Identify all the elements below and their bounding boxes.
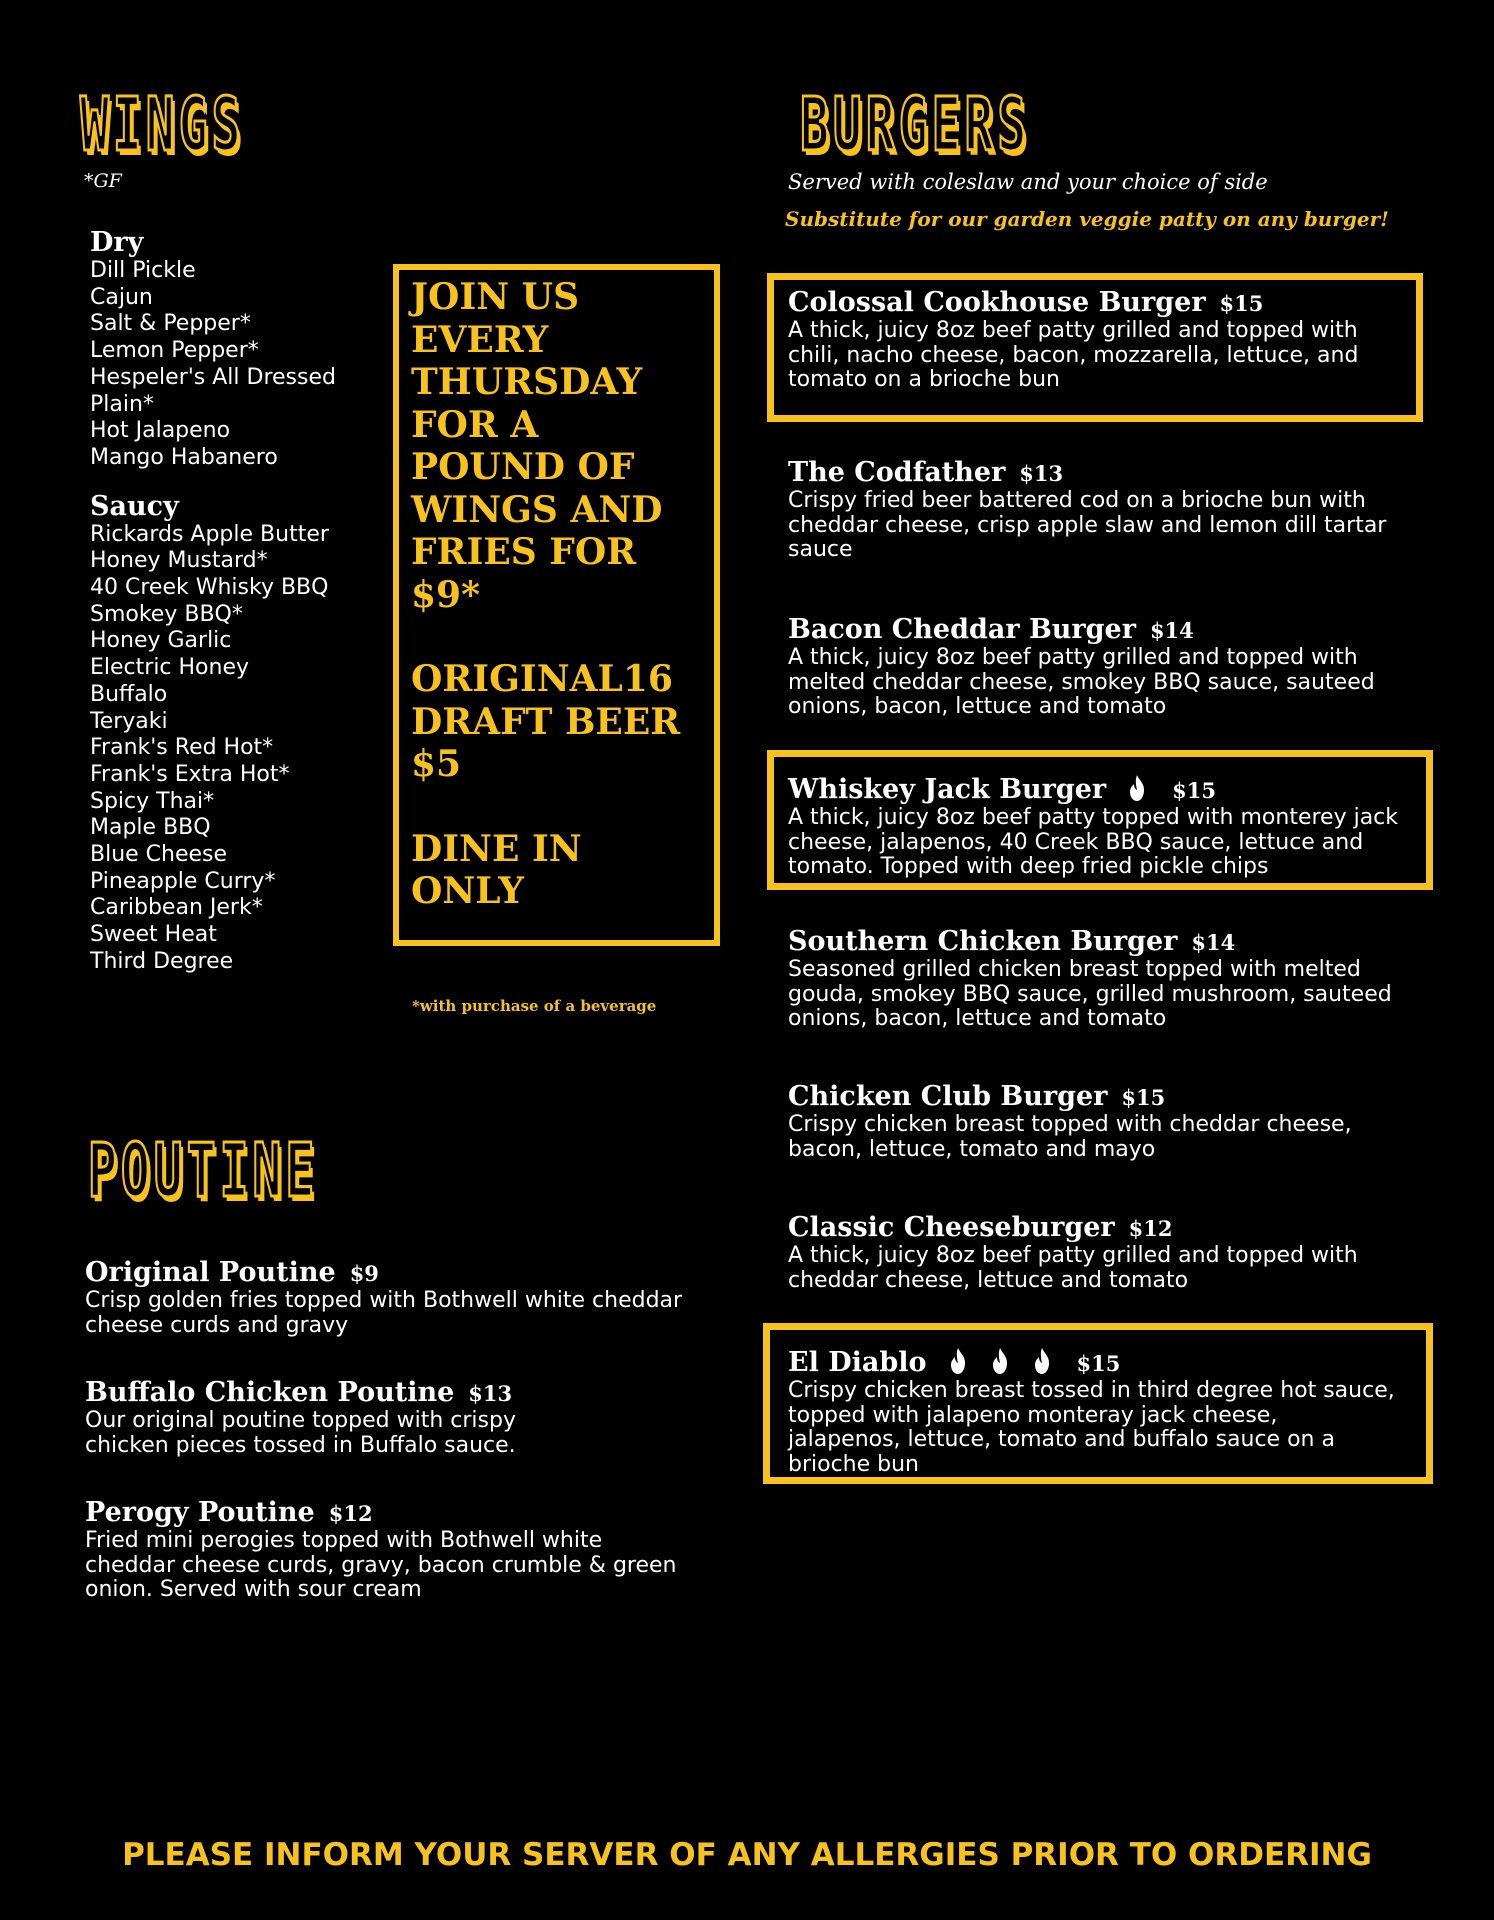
burger-description-line: tomato on a brioche bun xyxy=(788,367,1060,392)
burger-description-line: cheese, jalapenos, 40 Creek BBQ sauce, lettuce and xyxy=(788,829,1364,855)
promo-line: JOIN US xyxy=(411,276,580,318)
burger-price: $12 xyxy=(1128,1216,1173,1241)
burger-price: $15 xyxy=(1219,291,1264,316)
flame-icon xyxy=(947,1347,969,1375)
burger-description-line: onions, bacon, lettuce and tomato xyxy=(788,1006,1167,1031)
burger-item xyxy=(788,1082,1438,1162)
burger-item xyxy=(788,288,1438,393)
promo-line: POUND OF xyxy=(411,446,635,488)
wing-flavour: Rickards Apple Butter xyxy=(90,521,329,547)
burger-description-line: Seasoned grilled chicken breast topped with melted xyxy=(788,957,1361,982)
burger-item-heading xyxy=(788,927,1438,958)
burger-item xyxy=(788,1347,1438,1477)
poutine-list xyxy=(85,1258,725,1603)
wing-category-heading: Saucy xyxy=(90,490,179,522)
burger-description-line: A thick, juicy 8oz beef patty topped with monterey jack xyxy=(788,805,1399,830)
burger-name: The Codfather xyxy=(788,457,1006,488)
burgers-title: BURGERS xyxy=(800,82,1031,169)
poutine-item-heading xyxy=(85,1378,725,1409)
wing-flavour: Spicy Thai* xyxy=(90,788,215,814)
promo-line: DINE IN xyxy=(411,827,582,870)
burger-price: $13 xyxy=(1019,461,1064,486)
burger-item-heading xyxy=(788,615,1438,646)
burger-description-line: jalapenos, lettuce, tomato and buffalo sauce on a xyxy=(788,1427,1335,1452)
promo-line: $9* xyxy=(411,573,480,616)
wing-flavour: Honey Mustard* xyxy=(90,548,268,574)
promo-spacer xyxy=(411,786,704,828)
promo-line: WINGS AND xyxy=(411,488,663,531)
wing-flavour: Frank's Red Hot* xyxy=(90,735,274,761)
burger-description-line: cheddar cheese, lettuce and tomato xyxy=(788,1267,1189,1293)
burger-description-line: A thick, juicy 8oz beef patty grilled and topped with xyxy=(788,1243,1358,1268)
burger-name: Bacon Cheddar Burger xyxy=(788,614,1136,645)
poutine-description-line: chicken pieces tossed in Buffalo sauce. xyxy=(85,1432,516,1458)
burger-item-heading xyxy=(788,288,1438,319)
burger-item-heading xyxy=(788,1347,1438,1379)
burger-description-line: A thick, juicy 8oz beef patty grilled and topped with xyxy=(788,318,1358,343)
wing-flavour: Third Degree xyxy=(90,948,234,974)
burger-item xyxy=(788,1213,1438,1293)
burger-price: $15 xyxy=(1076,1351,1121,1376)
wing-flavour: Blue Cheese xyxy=(90,842,228,868)
wing-flavour: Dill Pickle xyxy=(90,258,196,283)
burger-item-heading xyxy=(788,458,1438,489)
burger-description-line: Crispy chicken breast tossed in third degree hot sauce, xyxy=(788,1378,1395,1403)
burger-name: El Diablo xyxy=(788,1347,927,1378)
flame-icon xyxy=(1126,774,1148,802)
poutine-description-line: Crisp golden fries topped with Bothwell white cheddar xyxy=(85,1288,683,1313)
poutine-item-heading xyxy=(85,1258,725,1289)
gluten-free-note: *GF xyxy=(84,170,122,192)
poutine-name: Buffalo Chicken Poutine xyxy=(85,1377,455,1408)
promo-line: DRAFT BEER xyxy=(411,700,681,743)
burger-price: $15 xyxy=(1172,778,1217,803)
burger-item-heading xyxy=(788,774,1438,806)
burger-price: $14 xyxy=(1191,930,1236,955)
burger-name: Chicken Club Burger xyxy=(788,1081,1108,1112)
wing-flavour: Sweet Heat xyxy=(90,922,217,948)
burger-description-line: topped with jalapeno monteray jack cheese, xyxy=(788,1402,1278,1428)
promo-line: FOR A xyxy=(411,403,539,446)
promo-footnote: *with purchase of a beverage xyxy=(412,997,657,1015)
wing-flavour: Lemon Pepper* xyxy=(90,338,259,364)
wing-flavour: Buffalo xyxy=(90,681,168,707)
poutine-name: Perogy Poutine xyxy=(85,1497,315,1528)
wing-flavour: Smokey BBQ* xyxy=(90,601,243,627)
poutine-price: $12 xyxy=(328,1501,373,1526)
burger-description-line: chili, nacho cheese, bacon, mozzarella, lettuce, and xyxy=(788,342,1359,368)
poutine-title: POUTINE xyxy=(88,1128,319,1215)
burger-description-line: Crispy chicken breast topped with cheddar cheese, xyxy=(788,1112,1352,1137)
promo-line: ORIGINAL16 xyxy=(411,658,673,700)
veggie-substitute-note: Substitute for our garden veggie patty on any burger! xyxy=(785,207,1389,231)
burger-description-line: gouda, smokey BBQ sauce, grilled mushroom, sauteed xyxy=(788,981,1392,1007)
burger-description-line: melted cheddar cheese, smokey BBQ sauce, sauteed xyxy=(788,669,1375,695)
promo-line: $5 xyxy=(411,743,462,785)
poutine-price: $9 xyxy=(349,1261,379,1286)
burger-item xyxy=(788,774,1438,880)
burger-description-line: brioche bun xyxy=(788,1451,920,1477)
poutine-item-heading xyxy=(85,1498,725,1529)
promo-line: THURSDAY xyxy=(411,361,643,403)
poutine-price: $13 xyxy=(468,1381,513,1406)
poutine-name: Original Poutine xyxy=(85,1257,336,1288)
wing-flavour: Caribbean Jerk* xyxy=(90,895,263,921)
allergy-notice: PLEASE INFORM YOUR SERVER OF ANY ALLERGIES PRIOR TO ORDERING xyxy=(122,1837,1372,1873)
burger-price: $14 xyxy=(1149,618,1194,643)
burger-item xyxy=(788,615,1438,720)
burger-item xyxy=(788,458,1438,563)
wings-list xyxy=(90,228,390,976)
burger-price: $15 xyxy=(1121,1085,1166,1110)
promo-line: ONLY xyxy=(411,870,524,912)
poutine-item xyxy=(85,1378,725,1458)
burgers-subtitle: Served with coleslaw and your choice of side xyxy=(788,170,1268,194)
wing-flavour: Salt & Pepper* xyxy=(90,311,251,337)
wing-flavour: Hot Jalapeno xyxy=(90,418,231,444)
poutine-description-line: onion. Served with sour cream xyxy=(85,1577,422,1602)
wing-flavour: Electric Honey xyxy=(90,655,250,681)
burger-item xyxy=(788,927,1438,1032)
wing-flavour: Mango Habanero xyxy=(90,444,278,470)
wing-flavour: Cajun xyxy=(90,284,153,310)
promo-line: EVERY xyxy=(411,318,549,361)
burger-name: Southern Chicken Burger xyxy=(788,926,1178,957)
wing-flavour: Honey Garlic xyxy=(90,628,232,654)
poutine-item xyxy=(85,1498,725,1603)
wing-flavour: Teryaki xyxy=(90,708,168,734)
poutine-description-line: cheese curds and gravy xyxy=(85,1312,349,1338)
poutine-description-line: cheddar cheese curds, gravy, bacon crumble & green xyxy=(85,1552,677,1578)
wing-flavour: Plain* xyxy=(90,391,154,417)
burger-item-heading xyxy=(788,1082,1438,1113)
burger-name: Colossal Cookhouse Burger xyxy=(788,287,1206,318)
poutine-description-line: Fried mini perogies topped with Bothwell white xyxy=(85,1528,603,1553)
poutine-description-line: Our original poutine topped with crispy xyxy=(85,1408,516,1433)
burger-description-line: A thick, juicy 8oz beef patty grilled and topped with xyxy=(788,645,1358,670)
promo-box xyxy=(393,264,720,946)
burger-description-line: cheddar cheese, crisp apple slaw and lemon dill tartar xyxy=(788,512,1387,538)
burger-description-line: sauce xyxy=(788,537,853,562)
poutine-item xyxy=(85,1258,725,1338)
flame-icon xyxy=(1031,1347,1053,1375)
wing-category-heading: Dry xyxy=(90,227,144,258)
wing-flavour: Hespeler's All Dressed xyxy=(90,364,336,390)
promo-spacer xyxy=(411,616,704,658)
promo-line: FRIES FOR xyxy=(411,531,637,573)
burger-description-line: tomato. Topped with deep fried pickle chips xyxy=(788,854,1269,879)
burger-description-line: Crispy fried beer battered cod on a brioche bun with xyxy=(788,488,1366,513)
wing-flavour: 40 Creek Whisky BBQ xyxy=(90,575,329,601)
wing-flavour: Frank's Extra Hot* xyxy=(90,761,290,787)
wing-flavour: Maple BBQ xyxy=(90,815,211,841)
wings-title: WINGS xyxy=(80,82,245,169)
burger-description-line: onions, bacon, lettuce and tomato xyxy=(788,694,1167,719)
burger-item-heading xyxy=(788,1213,1438,1244)
burger-description-line: bacon, lettuce, tomato and mayo xyxy=(788,1136,1156,1162)
wing-flavour: Pineapple Curry* xyxy=(90,868,276,894)
burger-name: Classic Cheeseburger xyxy=(788,1212,1115,1243)
burger-name: Whiskey Jack Burger xyxy=(788,774,1107,805)
flame-icon xyxy=(989,1347,1011,1375)
